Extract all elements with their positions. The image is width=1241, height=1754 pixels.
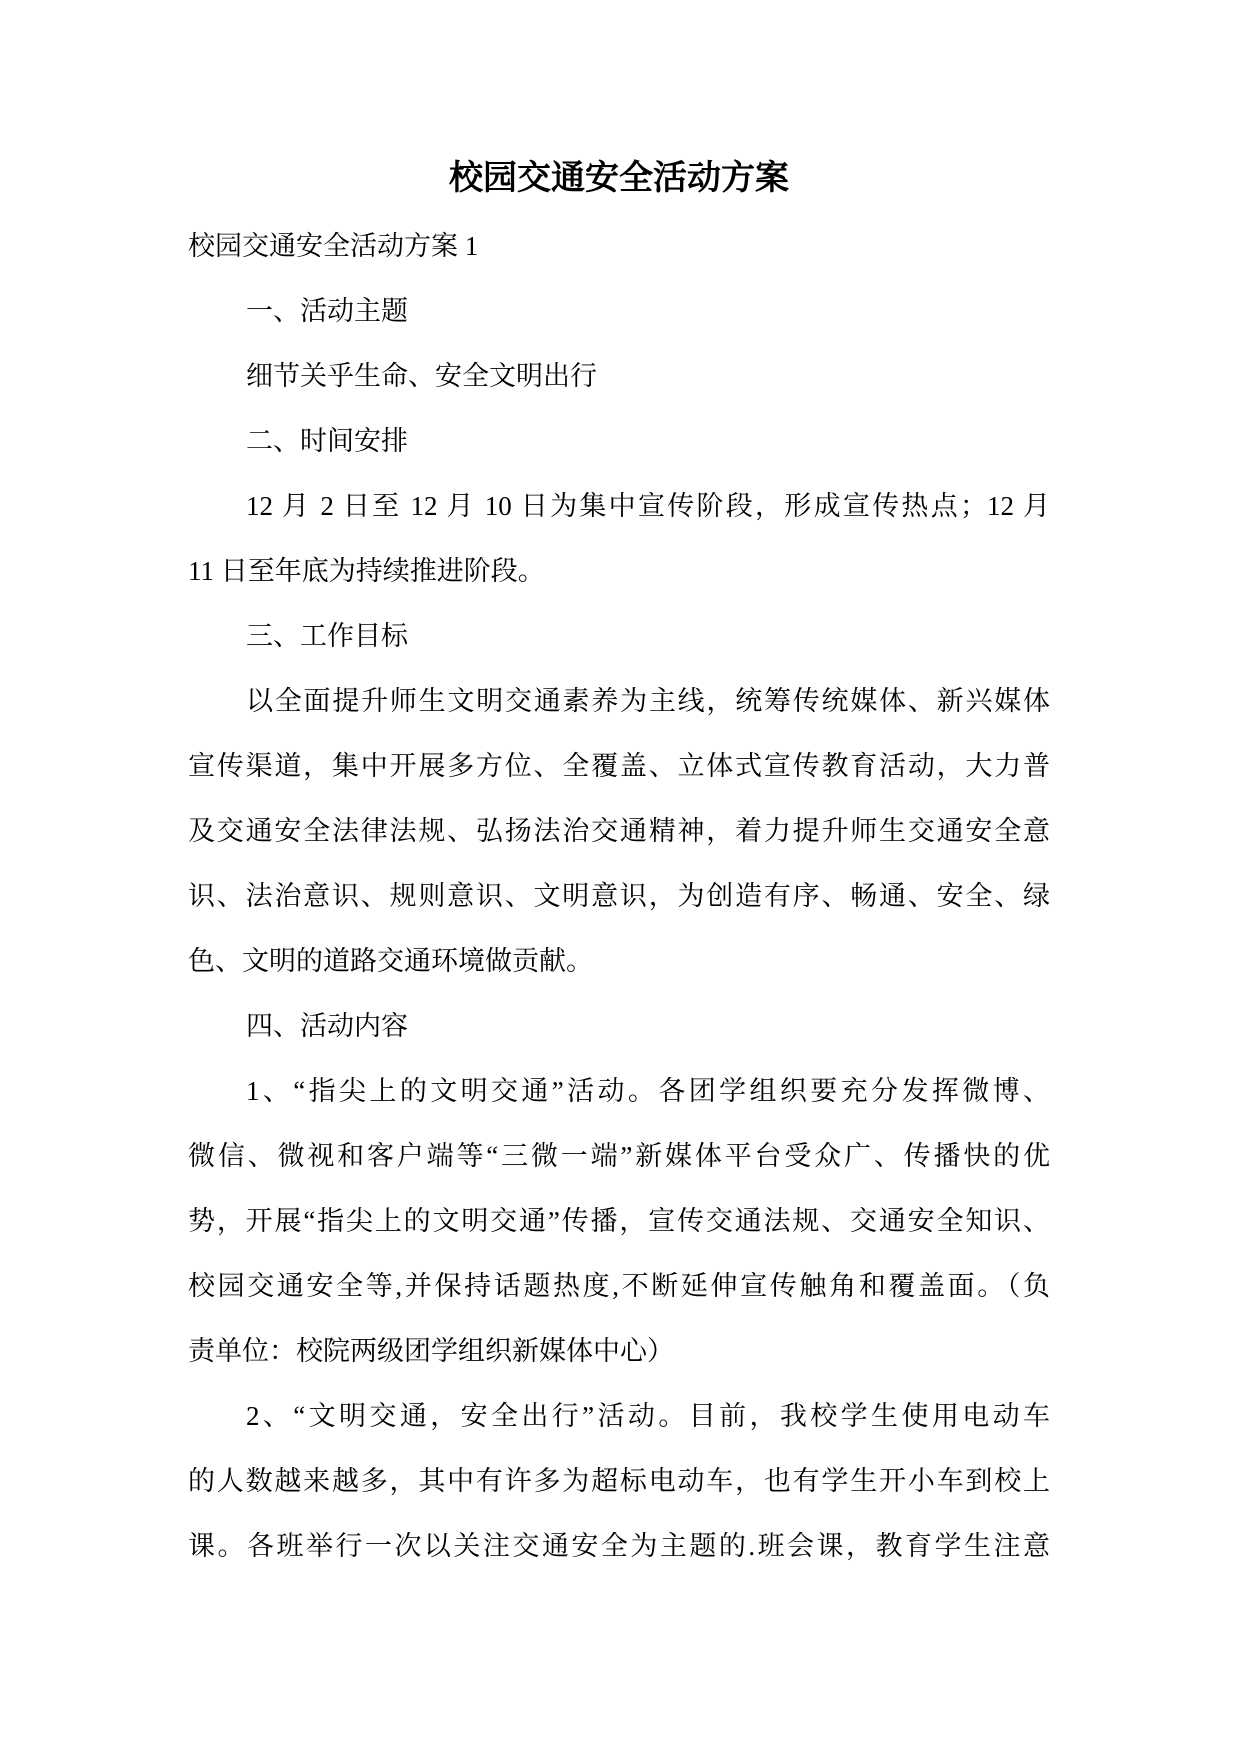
body-line: 校园交通安全等,并保持话题热度,不断延伸宣传触角和覆盖面。（负: [188, 1271, 1050, 1301]
heading-line: 二、时间安排: [246, 426, 408, 456]
body-line: 细节关乎生命、安全文明出行: [246, 361, 597, 391]
body-line: 以全面提升师生文明交通素养为主线，统筹传统媒体、新兴媒体: [246, 686, 1050, 716]
heading-line: 四、活动内容: [246, 1011, 408, 1041]
body-line: 识、法治意识、规则意识、文明意识，为创造有序、畅通、安全、绿: [188, 881, 1050, 911]
subtitle-line: 校园交通安全活动方案 1: [188, 231, 479, 261]
body-line: 的人数越来越多，其中有许多为超标电动车，也有学生开小车到校上: [188, 1466, 1050, 1496]
document-title: 校园交通安全活动方案: [449, 160, 789, 197]
document-content: [188, 143, 1050, 1579]
body-line: 1、“指尖上的文明交通”活动。各团学组织要充分发挥微博、: [246, 1076, 1050, 1106]
heading-line: 三、工作目标: [246, 621, 408, 651]
body-line: 责单位：校院两级团学组织新媒体中心）: [188, 1336, 674, 1366]
body-line: 宣传渠道，集中开展多方位、全覆盖、立体式宣传教育活动，大力普: [188, 751, 1050, 781]
body-line: 微信、微视和客户端等“三微一端”新媒体平台受众广、传播快的优: [188, 1141, 1050, 1171]
body-line: 12 月 2 日至 12 月 10 日为集中宣传阶段，形成宣传热点；12 月: [246, 491, 1050, 521]
heading-line: 一、活动主题: [246, 296, 408, 326]
body-line: 2、“文明交通，安全出行”活动。目前，我校学生使用电动车: [246, 1401, 1050, 1431]
body-line: 11 日至年底为持续推进阶段。: [188, 556, 545, 586]
body-line: 课。各班举行一次以关注交通安全为主题的.班会课，教育学生注意: [188, 1531, 1050, 1561]
body-line: 及交通安全法律法规、弘扬法治交通精神，着力提升师生交通安全意: [188, 816, 1050, 846]
document-body: [188, 214, 1050, 1579]
body-line: 色、文明的道路交通环境做贡献。: [188, 946, 593, 976]
body-line: 势，开展“指尖上的文明交通”传播，宣传交通法规、交通安全知识、: [188, 1206, 1050, 1236]
